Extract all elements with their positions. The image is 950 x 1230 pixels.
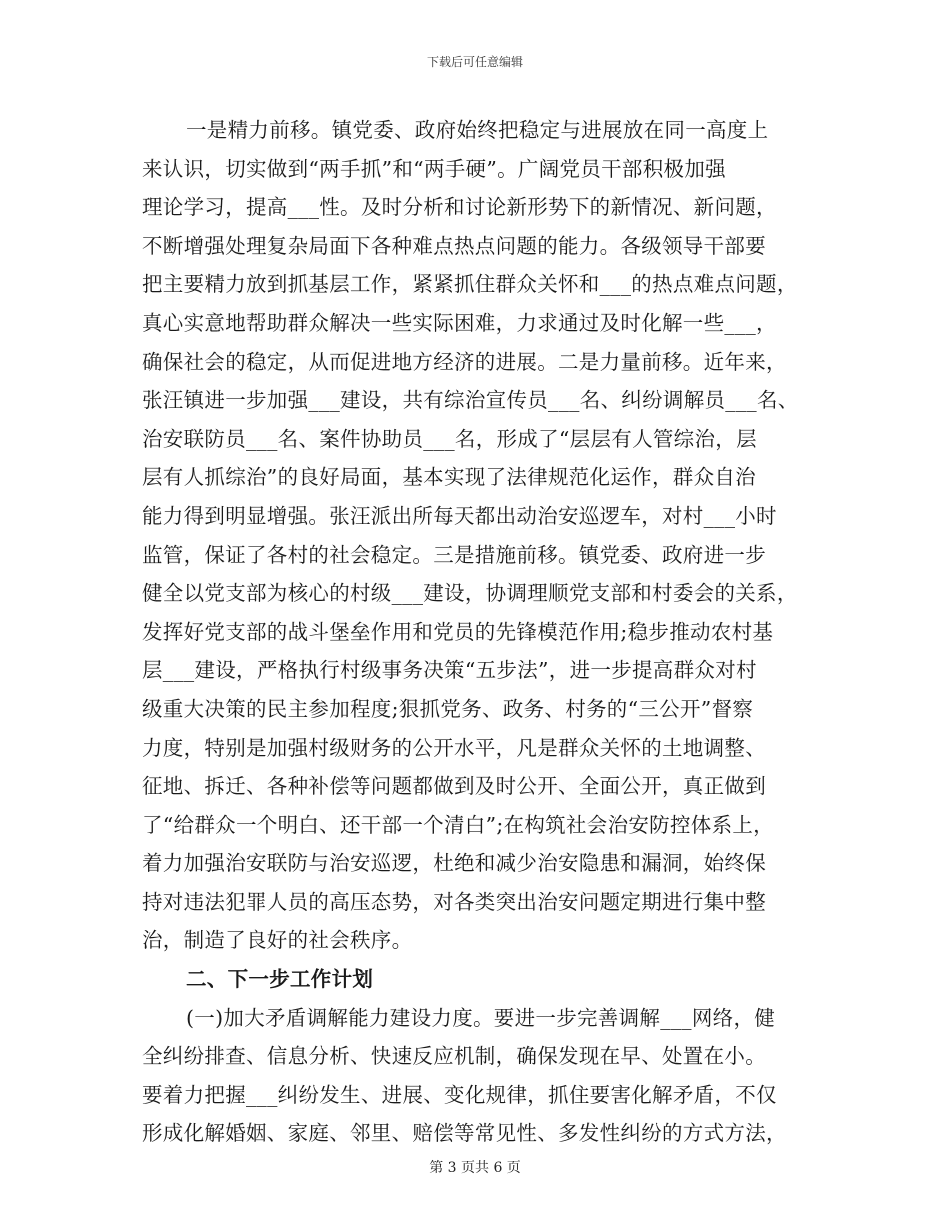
paragraph-line: 不断增强处理复杂局面下各种难点热点问题的能力。各级领导干部要 xyxy=(142,233,766,258)
page-header: 下载后可任意编辑 xyxy=(426,55,523,69)
paragraph-line: 一是精力前移。镇党委、政府始终把稳定与进展放在同一高度上 xyxy=(186,118,769,142)
paragraph-line: (一)加大矛盾调解能力建设力度。要进一步完善调解___网络，健 xyxy=(186,1005,776,1030)
document-body xyxy=(142,111,822,1153)
paragraph-line: 持对违法犯罪人员的高压态势，对各类突出治安问题定期进行集中整 xyxy=(142,889,766,914)
paragraph-line: 了“给群众一个明白、还干部一个清白”;在构筑社会治安防控体系上， xyxy=(142,812,774,837)
paragraph-line: 理论学习，提高___性。及时分析和讨论新形势下的新情况、新问题， xyxy=(142,195,777,220)
section-heading: 二、下一步工作计划 xyxy=(186,967,374,992)
paragraph-line: 来认识，切实做到“两手抓”和“两手硬”。广阔党员干部积极加强 xyxy=(142,156,726,181)
paragraph-line: 层___建设，严格执行村级事务决策“五步法”，进一步提高群众对村 xyxy=(142,658,757,683)
paragraph-line: 层有人抓综治”的良好局面，基本实现了法律规范化运作，群众自治 xyxy=(142,465,756,490)
paragraph-line: 监管，保证了各村的社会稳定。三是措施前移。镇党委、政府进一步 xyxy=(142,542,766,567)
paragraph-line: 形成化解婚姻、家庭、邻里、赔偿等常见性、多发性纠纷的方式方法， xyxy=(142,1121,787,1146)
paragraph-line: 级重大决策的民主参加程度;狠抓党务、政务、村务的“三公开”督察 xyxy=(142,696,754,721)
paragraph-line: 全纠纷排查、信息分析、快速反应机制，确保发现在早、处置在小。 xyxy=(142,1044,766,1069)
paragraph-line: 要着力把握___纠纷发生、进展、变化规律，抓住要害化解矛盾，不仅 xyxy=(142,1082,777,1107)
paragraph-line: 把主要精力放到抓基层工作，紧紧抓住群众关怀和___的热点难点问题， xyxy=(142,272,798,297)
paragraph-line: 确保社会的稳定，从而促进地方经济的进展。二是力量前移。近年来， xyxy=(142,349,787,374)
paragraph-line: 健全以党支部为核心的村级___建设，协调理顺党支部和村委会的关系， xyxy=(142,581,798,606)
paragraph-line: 真心实意地帮助群众解决一些实际困难，力求通过及时化解一些___， xyxy=(142,310,777,335)
paragraph-line: 治安联防员___名、案件协助员___名，形成了“层层有人管综治，层 xyxy=(142,426,757,451)
paragraph-line: 力度，特别是加强村级财务的公开水平，凡是群众关怀的土地调整、 xyxy=(142,735,766,760)
paragraph-line: 着力加强治安联防与治安巡逻，杜绝和减少治安隐患和漏洞，始终保 xyxy=(142,851,766,876)
paragraph-line: 张汪镇进一步加强___建设，共有综治宣传员___名、纠纷调解员___名、 xyxy=(142,388,799,413)
paragraph-line: 征地、拆迁、各种补偿等问题都做到及时公开、全面公开，真正做到 xyxy=(142,774,766,799)
page-footer: 第 3 页共 6 页 xyxy=(429,1160,521,1176)
paragraph-line: 能力得到明显增强。张汪派出所每天都出动治安巡逻车，对村___小时 xyxy=(142,503,777,528)
paragraph-line: 治，制造了良好的社会秩序。 xyxy=(142,928,413,953)
paragraph-line: 发挥好党支部的战斗堡垒作用和党员的先锋模范作用;稳步推动农村基 xyxy=(142,619,774,644)
